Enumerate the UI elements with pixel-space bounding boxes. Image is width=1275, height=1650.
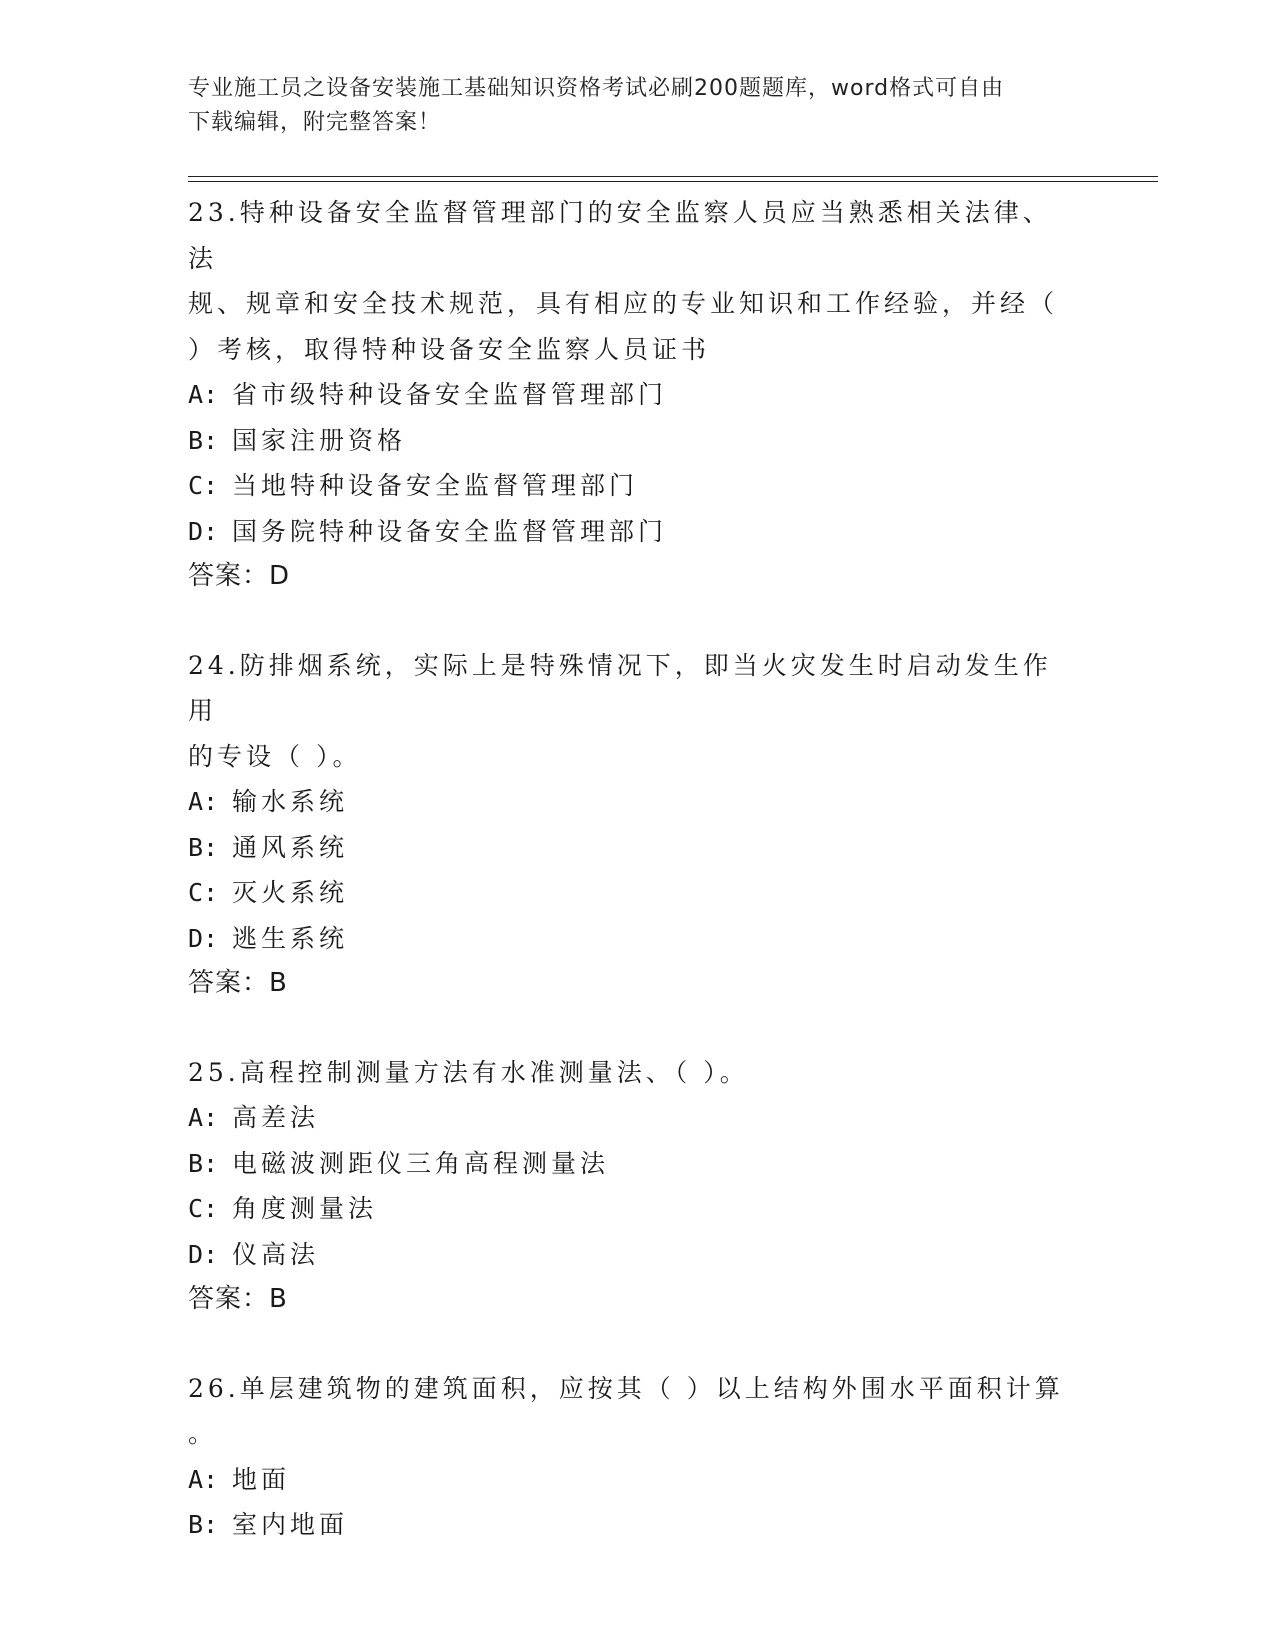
option-text: 电磁波测距仪三角高程测量法 xyxy=(232,1148,610,1178)
option-letter: C: xyxy=(188,1194,219,1223)
document-header xyxy=(188,72,1088,140)
header-line-1: 专业施工员之设备安装施工基础知识资格考试必刷200题题库，word格式可自由 xyxy=(188,76,1005,101)
option-letter: D: xyxy=(188,1239,219,1269)
header-divider-top xyxy=(188,176,1158,177)
option-text: 国务院特种设备安全监督管理部门 xyxy=(232,516,668,546)
option-d xyxy=(188,916,1088,962)
option-letter: B: xyxy=(188,425,219,455)
option-letter: A: xyxy=(188,1103,219,1132)
answer-line: 答案：D xyxy=(188,561,291,591)
question-stem-line: 25.高程控制测量方法有水准测量法、（ ）。 xyxy=(188,1057,749,1087)
option-text: 角度测量法 xyxy=(232,1194,378,1223)
question-stem-line: ）考核，取得特种设备安全监察人员证书 xyxy=(188,334,711,364)
option-letter: C: xyxy=(188,878,219,907)
question-stem-line: 26.单层建筑物的建筑面积，应按其（ ）以上结构外围水平面积计算 xyxy=(188,1373,1064,1403)
option-letter: B: xyxy=(188,1510,219,1539)
option-d xyxy=(188,1232,1088,1278)
option-letter: B: xyxy=(188,832,219,862)
option-letter: B: xyxy=(188,1148,219,1178)
question-24 xyxy=(188,643,1088,1007)
option-text: 当地特种设备安全监督管理部门 xyxy=(232,471,639,500)
option-text: 国家注册资格 xyxy=(232,425,407,455)
option-text: 室内地面 xyxy=(232,1510,349,1539)
option-c xyxy=(188,870,1088,916)
option-b xyxy=(188,1502,1088,1548)
question-23 xyxy=(188,190,1088,600)
option-b xyxy=(188,418,1088,464)
option-text: 输水系统 xyxy=(232,787,349,816)
option-letter: D: xyxy=(188,923,219,953)
option-letter: A: xyxy=(188,1464,219,1494)
option-text: 地面 xyxy=(232,1464,291,1494)
option-text: 灭火系统 xyxy=(232,878,349,907)
option-a xyxy=(188,779,1088,825)
question-stem-line: 的专设（ ）。 xyxy=(188,741,362,771)
option-text: 省市级特种设备安全监督管理部门 xyxy=(232,380,668,409)
header-divider-bottom xyxy=(188,181,1158,182)
option-a xyxy=(188,1457,1088,1503)
option-letter: C: xyxy=(188,471,219,500)
question-stem-line: 24.防排烟系统，实际上是特殊情况下，即当火灾发生时启动发生作用 xyxy=(188,650,1052,725)
option-letter: A: xyxy=(188,380,219,409)
option-c xyxy=(188,463,1088,509)
question-26 xyxy=(188,1366,1088,1548)
option-text: 仪高法 xyxy=(232,1239,320,1269)
option-letter: D: xyxy=(188,516,219,546)
question-25 xyxy=(188,1050,1088,1323)
question-stem-line: 。 xyxy=(188,1419,218,1448)
answer-line: 答案：B xyxy=(188,1284,288,1314)
option-text: 通风系统 xyxy=(232,832,349,862)
option-letter: A: xyxy=(188,787,219,816)
option-text: 逃生系统 xyxy=(232,923,349,953)
question-stem-line: 规、规章和安全技术规范，具有相应的专业知识和工作经验，并经（ xyxy=(188,289,1059,318)
option-b xyxy=(188,825,1088,871)
question-list xyxy=(188,190,1088,1591)
header-line-2: 下载编辑，附完整答案！ xyxy=(188,110,442,135)
question-stem xyxy=(188,1050,1078,1096)
option-text: 高差法 xyxy=(232,1103,320,1132)
option-d xyxy=(188,509,1088,555)
question-stem xyxy=(188,643,1078,780)
option-b xyxy=(188,1141,1088,1187)
option-a xyxy=(188,372,1088,418)
option-a xyxy=(188,1095,1088,1141)
option-c xyxy=(188,1186,1088,1232)
question-stem-line: 23.特种设备安全监督管理部门的安全监察人员应当熟悉相关法律、法 xyxy=(188,198,1052,273)
question-stem xyxy=(188,1366,1078,1457)
question-stem xyxy=(188,190,1078,372)
answer-line: 答案：B xyxy=(188,968,288,998)
